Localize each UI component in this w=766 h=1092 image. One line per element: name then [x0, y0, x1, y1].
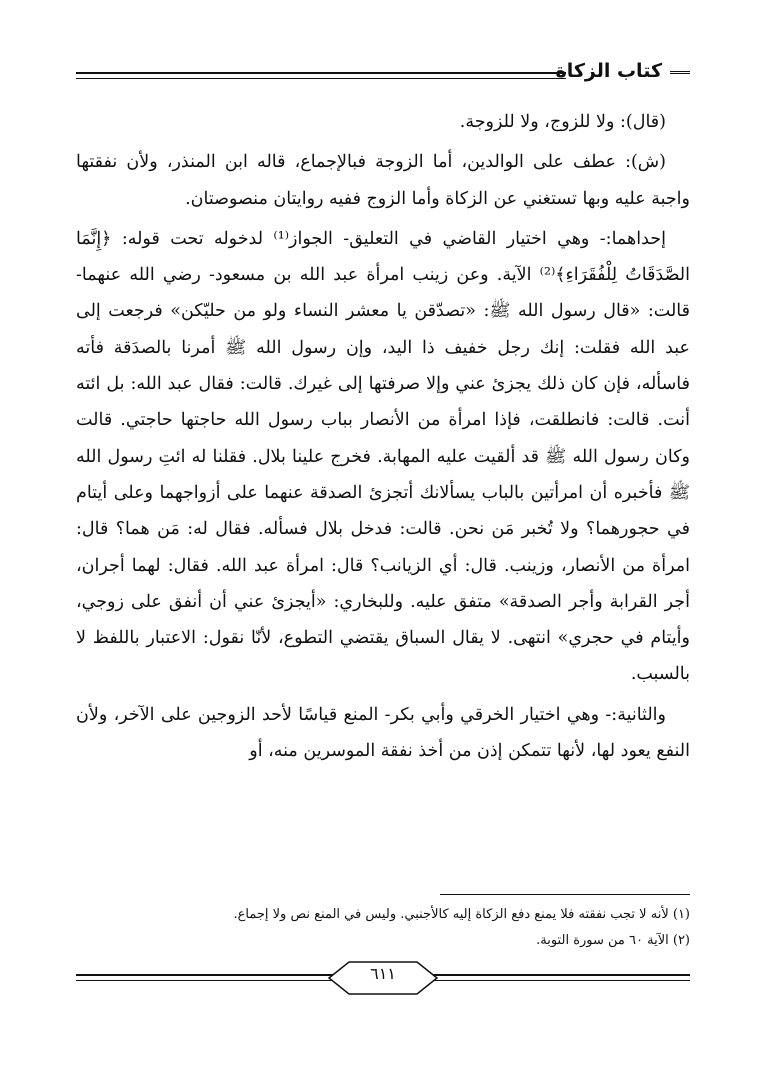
paragraph-sharh: (ش): عطف على الوالدين، أما الزوجة فبالإجماع، قاله ابن المنذر، ولأن نفقتها واجبة عليه وبها تستغني عن الزكاة وأما الزوج ففيه روايتان منصوصتان. — [76, 152, 690, 209]
paragraph-qal: (قال): ولا للزوج، ولا للزوجة. — [459, 112, 666, 132]
paragraph-first-narration: إحداهما:- وهي اختيار القاضي في التعليق- الجواز⁽¹⁾ لدخوله تحت قوله: ﴿إِنَّمَا الصَّدَقَاتُ لِلْفُقَرَاءِ﴾⁽²⁾ الآية. وعن زينب امرأة عبد الله بن مسعود- رضي الله عنهما- قالت: «قال رسول الله ﷺ: «تصدّقن يا معشر النساء ولو من حليّكن» فرجعت إلى عبد الله فقلت: إنك رجل خفيف ذا اليد، وإن رسول الله ﷺ أمرنا بالصدَقة فأته فاسأله، فإن كان ذلك يجزئ عني وإلا صرفتها إلى غيرك. قالت: فقال عبد الله: بل ائته أنت. قالت: فانطلقت، فإذا امرأة من الأنصار بباب رسول الله حاجتها حاجتي. قالت وكان رسول الله ﷺ قد ألقيت عليه المهابة. فخرج علينا بلال. فقلنا له ائتِ رسول الله ﷺ فأخبره أن امرأتين بالباب يسألانك أتجزئ الصدقة عنهما على أزواجهما وعلى أيتام في حجورهما؟ ولا تُخبر مَن نحن. قالت: فدخل بلال فسأله. فقال له: مَن هما؟ قال: امرأة من الأنصار، وزينب. قال: أي الزيانب؟ قال: امرأة عبد الله. فقال: لهما أجران، أجر القرابة وأجر الصدقة» متفق عليه. وللبخاري: «أيجزئ عني أن أنفق على زوجي، وأيتام في حجري» انتهى. لا يقال السباق يقتضي التطوع، لأنّا نقول: الاعتبار باللفظ لا بالسبب. — [76, 228, 690, 685]
footnotes — [76, 902, 690, 954]
footnote-separator — [440, 894, 690, 895]
book-title: كتاب الزكاة — [555, 60, 662, 82]
header-rule-thin — [76, 78, 566, 79]
paragraph-second-narration: والثانية:- وهي اختيار الخرقي وأبي بكر- المنع قياسًا لأحد الزوجين على الآخر، ولأن النفع يعود لها، لأنها تتمكن إذن من أخذ نفقة الموسرين منه، أو — [76, 704, 690, 762]
page-footer — [76, 956, 690, 1000]
header-rule — [76, 72, 566, 74]
page-header — [76, 58, 690, 92]
header-ornament — [670, 71, 690, 78]
page-number: ٦١١ — [370, 964, 396, 983]
footnote-2: (٢) الآية ٦٠ من سورة التوبة. — [536, 933, 690, 948]
footnote-1: (١) لأنه لا تجب نفقته فلا يمنع دفع الزكاة إليه كالأجنبي. وليس في المنع نص ولا إجماع. — [233, 907, 690, 922]
main-text — [76, 104, 690, 769]
